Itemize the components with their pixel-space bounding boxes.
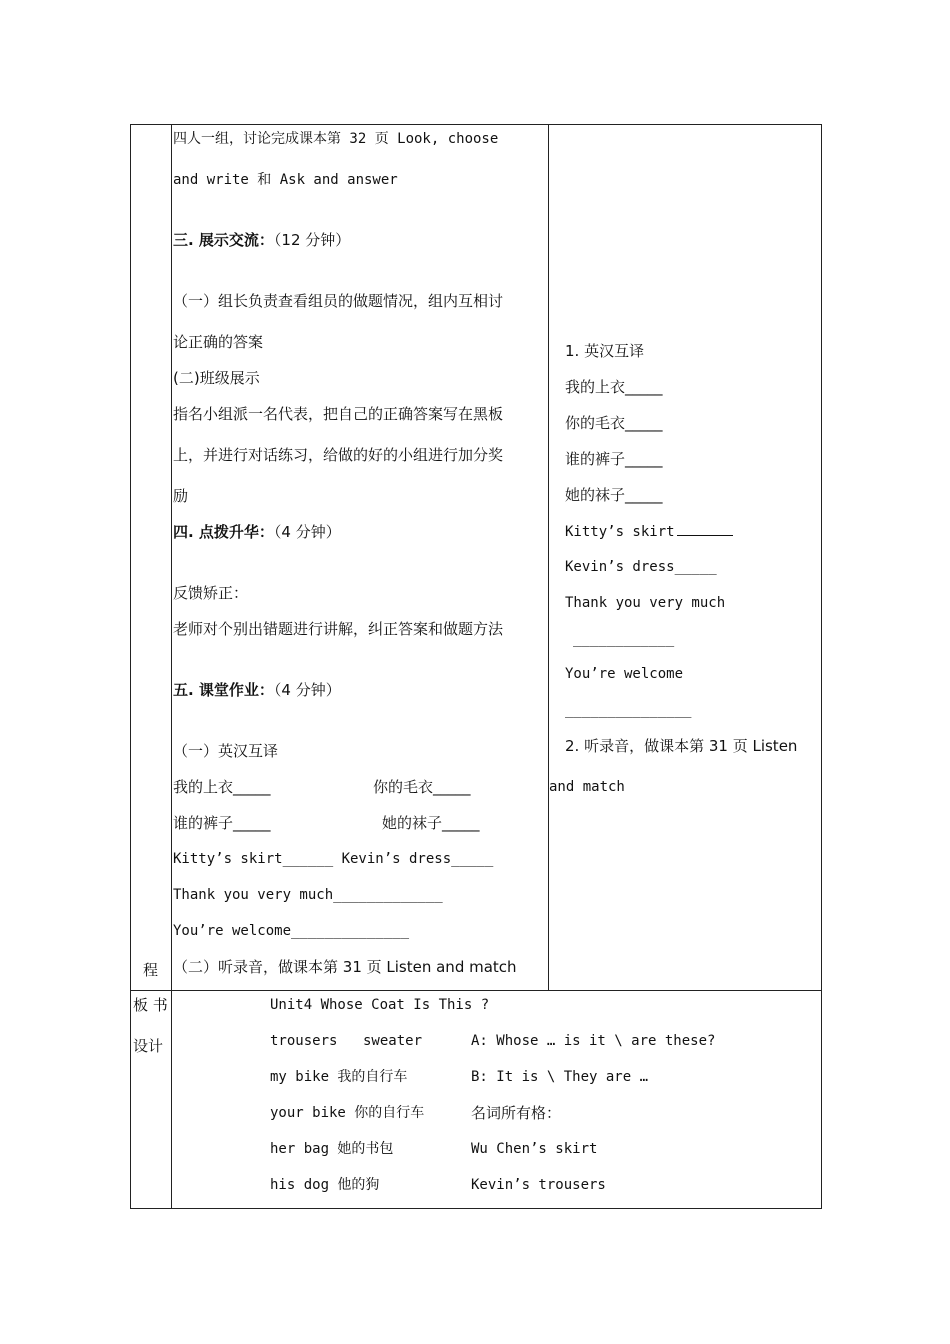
notes-heading-2: 2. 听录音，做课本第 31 页 Listen [565,737,798,755]
exercise-kitty-kevin: Kitty’s skirt______ Kevin’s dress_____ [173,851,494,867]
group-task-line-2: and write 和 Ask and answer [173,172,398,188]
exercise-welcome: You’re welcome______________ [173,923,410,939]
table-border-bottom [130,1208,822,1209]
board-my-bike: my bike 我的自行车 [270,1069,408,1085]
notes-welcome-blank: _______________ [565,702,692,718]
notes-heading-1: 1. 英汉互译 [565,342,645,360]
table-border-top [130,124,822,125]
table-border-right [821,124,822,1209]
section-3-title: 三. 展示交流： [173,231,274,249]
board-word-trousers: trousers [270,1033,338,1049]
board-label-1: 板 书 [133,996,168,1014]
board-wu-chen-skirt: Wu Chen’s skirt [471,1141,598,1157]
row-divider-board [130,990,822,991]
section-5-item-2: （二）听录音，做课本第 31 页 Listen and match [173,958,517,976]
notes-kitty-skirt [565,521,733,542]
exercise-thank-you: Thank you very much_____________ [173,887,443,903]
board-label-2: 设计 [133,1037,164,1055]
process-label: 程 [143,961,159,979]
board-your-bike: your bike 你的自行车 [270,1105,425,1121]
exercise-her-socks: 她的袜子_____ [382,814,480,832]
notes-kitty-blank [677,521,733,536]
section-3-item-1-line-1: （一）组长负责查看组员的做题情况，组内互相讨 [173,292,504,310]
exercise-whose-trousers: 谁的裤子_____ [173,814,271,832]
group-task-line-1: 四人一组，讨论完成课本第 32 页 Look, choose [173,131,499,147]
board-pattern-a: A: Whose … is it \ are these? [471,1033,716,1049]
column-divider-notes [548,124,549,991]
notes-kevin-dress: Kevin’s dress_____ [565,559,717,575]
board-his-dog: his dog 他的狗 [270,1177,380,1193]
exercise-your-sweater: 你的毛衣_____ [373,778,471,796]
section-4-time: （4 分钟） [273,523,341,541]
section-4-item-2: 老师对个别出错题进行讲解，纠正答案和做题方法 [173,620,504,638]
section-4-item-1: 反馈矫正： [173,584,249,602]
notes-my-coat: 我的上衣_____ [565,378,663,396]
board-possessive-heading: 名词所有格： [471,1104,562,1122]
notes-whose-trousers: 谁的裤子_____ [565,450,663,468]
section-3-item-3-line-3: 励 [173,487,189,505]
section-5-item-1: （一）英汉互译 [173,742,279,760]
notes-welcome: You’re welcome [565,666,684,682]
board-title: Unit4 Whose Coat Is This ? [270,997,490,1013]
board-word-sweater: sweater [363,1033,423,1049]
section-3-item-2: (二)班级展示 [173,369,260,387]
section-5-time: （4 分钟） [273,681,341,699]
notes-her-socks: 她的袜子_____ [565,486,663,504]
notes-thank-you: Thank you very much [565,595,726,611]
column-divider-label [171,124,172,1209]
board-her-bag: her bag 她的书包 [270,1141,394,1157]
section-3-item-1-line-2: 论正确的答案 [173,333,264,351]
section-5-heading [173,680,341,700]
section-4-title: 四. 点拨升华： [173,523,274,541]
notes-your-sweater: 你的毛衣_____ [565,414,663,432]
section-3-heading [173,230,350,250]
board-pattern-b: B: It is \ They are … [471,1069,649,1085]
notes-heading-2-cont: and match [549,779,625,795]
notes-kitty-skirt-text: Kitty’s skirt [565,524,675,540]
table-border-left [130,124,131,1209]
section-4-heading [173,522,341,542]
board-kevin-trousers: Kevin’s trousers [471,1177,606,1193]
exercise-my-coat: 我的上衣_____ [173,778,271,796]
section-3-item-3-line-1: 指名小组派一名代表，把自己的正确答案写在黑板 [173,405,504,423]
section-3-time: （12 分钟） [273,231,351,249]
section-3-item-3-line-2: 上，并进行对话练习，给做的好的小组进行加分奖 [173,446,504,464]
notes-thank-you-blank: ____________ [573,631,675,647]
section-5-title: 五. 课堂作业： [173,681,274,699]
